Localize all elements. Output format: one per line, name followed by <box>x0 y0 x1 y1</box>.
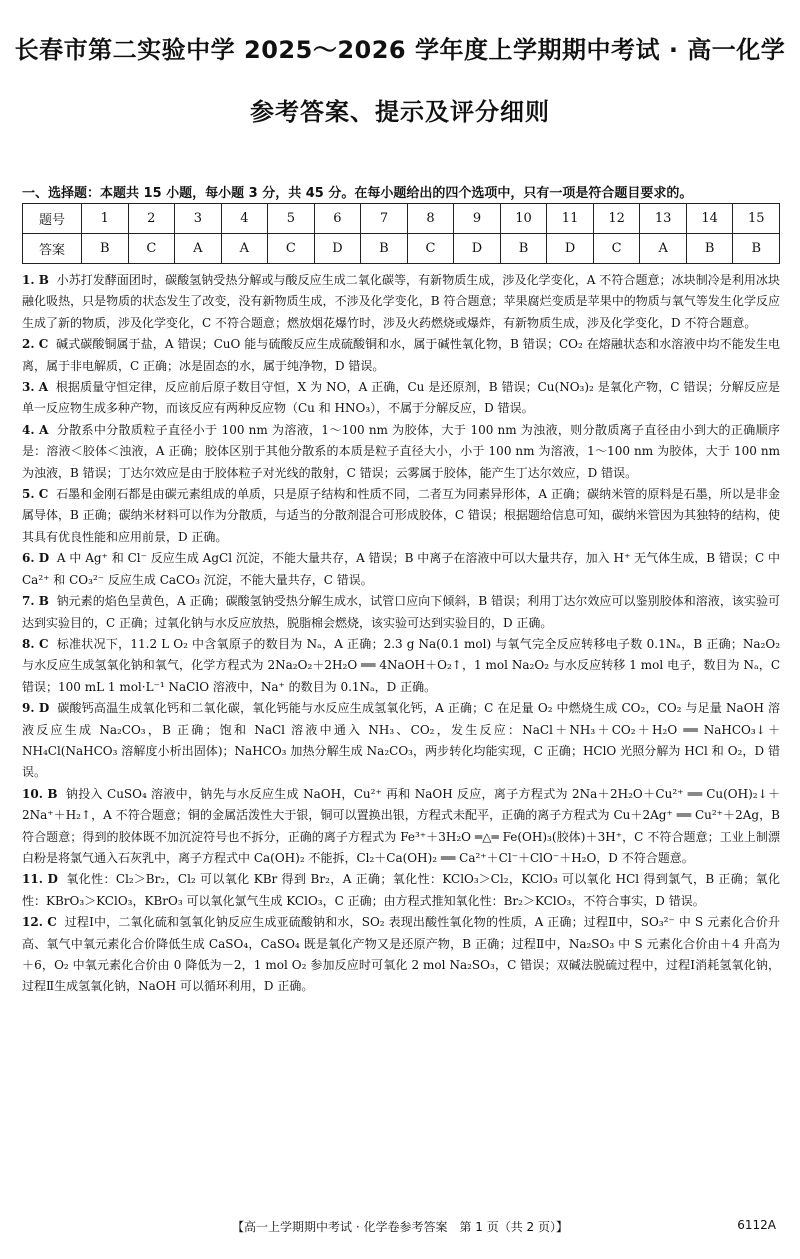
question-number-cell: 11 <box>547 204 594 234</box>
explanation-item <box>22 484 780 548</box>
explanation-item <box>22 698 780 784</box>
answer-cell: D <box>454 234 501 264</box>
item-answer-number: 1. B <box>22 273 49 287</box>
answer-row <box>23 234 780 264</box>
document-subtitle: 参考答案、提示及评分细则 <box>250 98 550 126</box>
item-explanation-text: 碳酸钙高温生成氧化钙和二氧化碳，氧化钙能与水反应生成氢氧化钙，A 正确；C 在足量 O₂ 中燃烧生成 CO₂，CO₂ 与足量 NaOH 溶液反应生成 Na₂CO₃，B 正确；饱和 NaCl 溶液中通入 NH₃、CO₂，发生反应：NaCl＋NH₃＋CO₂＋H₂O ══ NaHCO₃↓＋NH₄Cl(NaHCO₃ 溶解度小析出固体)；NaHCO₃ 加热分解生成 Na₂CO₃，两步转化均能实现，C 正确；HClO 光照分解为 HCl 和 O₂，D 错误。 <box>22 701 780 780</box>
question-number-cell: 7 <box>361 204 408 234</box>
question-number-cell: 12 <box>593 204 640 234</box>
item-explanation-text: A 中 Ag⁺ 和 Cl⁻ 反应生成 AgCl 沉淀，不能大量共存，A 错误；B 中离子在溶液中可以大量共存，加入 H⁺ 无气体生成，B 错误；C 中 Ca²⁺ 和 CO₃²⁻ 反应生成 CaCO₃ 沉淀，不能大量共存，C 错误。 <box>22 551 780 587</box>
question-number-cell: 5 <box>268 204 315 234</box>
item-explanation-text: 小苏打发酵面团时，碳酸氢钠受热分解或与酸反应生成二氧化碳等，有新物质生成，涉及化学变化，A 不符合题意；冰块制冷是利用冰块融化吸热，只是物质的状态发生了改变，没有新物质生成，不涉及化学变化，B 符合题意；苹果腐烂变质是苹果中的物质与氧气等发生化学反应生成了新的物质，涉及化学变化，C 不符合题意；燃放烟花爆竹时，涉及火药燃烧或爆炸，有新物质生成，涉及化学变化，D 不符合题意。 <box>22 273 780 330</box>
footer-code: 6112A <box>737 1218 776 1232</box>
answer-cell: C <box>128 234 175 264</box>
explanation-item <box>22 912 780 998</box>
footer-text: 【高一上学期期中考试 · 化学卷参考答案 第 1 页（共 2 页）】 <box>232 1220 568 1234</box>
answer-cell: B <box>82 234 129 264</box>
answer-cell: C <box>268 234 315 264</box>
explanation-item <box>22 784 780 870</box>
item-explanation-text: 钠元素的焰色呈黄色，A 正确；碳酸氢钠受热分解生成水，试管口应向下倾斜，B 错误；利用丁达尔效应可以鉴别胶体和溶液，该实验可达到实验目的，C 正确；过氧化钠与水反应放热，脱脂棉会燃烧，该实验可达到实验目的，D 正确。 <box>22 594 780 630</box>
item-answer-number: 4. A <box>22 422 49 437</box>
item-answer-number: 6. D <box>22 551 50 566</box>
item-answer-number: 12. C <box>22 915 57 930</box>
explanation-item <box>22 377 780 420</box>
question-number-cell: 8 <box>407 204 454 234</box>
item-answer-number: 11. D <box>22 872 58 887</box>
item-explanation-text: 钠投入 CuSO₄ 溶液中，钠先与水反应生成 NaOH，Cu²⁺ 再和 NaOH 反应，离子方程式为 2Na＋2H₂O＋Cu²⁺ ══ Cu(OH)₂↓＋2Na⁺＋H₂↑，A 不符合题意；铜的金属活泼性大于银，铜可以置换出银，方程式未配平，正确的离子方程式为 Cu＋2Ag⁺ ══ Cu²⁺＋2Ag，B 符合题意；得到的胶体既不加沉淀符号也不拆分，正确的离子方程式为 Fe³⁺＋3H₂O ═△═ Fe(OH)₃(胶体)＋3H⁺，C 不符合题意；工业上制漂白粉是将氯气通入石灰乳中，离子方程式中 Ca(OH)₂ 不能拆，Cl₂＋Ca(OH)₂ ══ Ca²⁺＋Cl⁻＋ClO⁻＋H₂O，D 不符合题意。 <box>22 786 780 865</box>
item-explanation-text: 碱式碳酸铜属于盐，A 错误；CuO 能与硫酸反应生成硫酸铜和水，属于碱性氧化物，B 错误；CO₂ 在熔融状态和水溶液中均不能发生电离，属于非电解质，C 正确；冰是固态的水，属于纯净物，D 错误。 <box>22 337 780 373</box>
item-answer-number: 3. A <box>22 380 49 395</box>
item-explanation-text: 根据质量守恒定律，反应前后原子数目守恒，X 为 NO，A 正确，Cu 是还原剂，B 错误；Cu(NO₃)₂ 是氧化产物，C 错误；分解反应是单一反应物生成多种产物，而该反应有两种反应物（Cu 和 HNO₃），不属于分解反应，D 错误。 <box>22 380 780 416</box>
question-number-cell: 13 <box>640 204 687 234</box>
answer-cell: B <box>733 234 780 264</box>
question-number-cell: 14 <box>686 204 733 234</box>
item-explanation-text: 氧化性：Cl₂＞Br₂，Cl₂ 可以氧化 KBr 得到 Br₂，A 正确；氧化性：KClO₃＞Cl₂，KClO₃ 可以氧化 HCl 得到氯气，B 正确；氧化性：KBrO₃＞KClO₃，KBrO₃ 可以氧化氯气生成 KClO₃，C 正确；由方程式推知氧化性：Br₂＞KClO₃，不符合事实，D 错误。 <box>22 872 780 908</box>
answer-cell: A <box>175 234 222 264</box>
section-heading: 一、选择题：本题共 15 小题，每小题 3 分，共 45 分。在每小题给出的四个选项中，只有一项是符合题目要求的。 <box>22 186 693 201</box>
explanation-item <box>22 869 780 912</box>
answer-cell: B <box>361 234 408 264</box>
question-number-cell: 2 <box>128 204 175 234</box>
explanation-item <box>22 334 780 377</box>
answer-cell: A <box>221 234 268 264</box>
row-header-number: 题号 <box>23 204 82 234</box>
question-number-cell: 3 <box>175 204 222 234</box>
explanations-list <box>22 270 780 998</box>
item-answer-number: 7. B <box>22 594 49 609</box>
answer-cell: C <box>407 234 454 264</box>
question-number-cell: 4 <box>221 204 268 234</box>
question-number-row <box>23 204 780 234</box>
item-explanation-text: 过程Ⅰ中，二氧化硫和氢氧化钠反应生成亚硫酸钠和水，SO₂ 表现出酸性氧化物的性质，A 正确；过程Ⅱ中，SO₃²⁻ 中 S 元素化合价升高、氧气中氧元素化合价降低生成 CaSO₄，CaSO₄ 既是氧化产物又是还原产物，B 正确；过程Ⅱ中，Na₂SO₃ 中 S 元素化合价由＋4 升高为＋6，O₂ 中氧元素化合价由 0 降低为－2，1 mol O₂ 参加反应时可氧化 2 mol Na₂SO₃，C 错误；双碱法脱硫过程中，过程Ⅰ消耗氢氧化钠，过程Ⅱ生成氢氧化钠，NaOH 可以循环利用，D 正确。 <box>22 915 780 994</box>
answer-cell: B <box>500 234 547 264</box>
answer-cell: C <box>593 234 640 264</box>
explanation-item <box>22 420 780 484</box>
question-number-cell: 9 <box>454 204 501 234</box>
item-answer-number: 10. B <box>22 786 58 801</box>
item-explanation-text: 标准状况下，11.2 L O₂ 中含氧原子的数目为 Nₐ，A 正确；2.3 g Na(0.1 mol) 与氧气完全反应转移电子数 0.1Nₐ，B 正确；Na₂O₂ 与水反应生成氢氧化钠和氧气，化学方程式为 2Na₂O₂＋2H₂O ══ 4NaOH＋O₂↑，1 mol Na₂O₂ 与水反应转移 1 mol 电子，数目为 Nₐ，C 错误；100 mL 1 mol·L⁻¹ NaClO 溶液中，Na⁺ 的数目为 0.1Nₐ，D 正确。 <box>22 636 780 694</box>
page-footer <box>0 1218 800 1235</box>
item-answer-number: 5. C <box>22 487 49 502</box>
explanation-item <box>22 634 780 698</box>
question-number-cell: 6 <box>314 204 361 234</box>
explanation-item <box>22 591 780 634</box>
item-answer-number: 9. D <box>22 701 50 716</box>
answer-cell: D <box>314 234 361 264</box>
explanation-item <box>22 270 780 334</box>
answer-cell: D <box>547 234 594 264</box>
explanation-item <box>22 548 780 591</box>
item-answer-number: 2. C <box>22 337 49 352</box>
answer-table <box>22 203 780 264</box>
row-header-answer: 答案 <box>23 234 82 264</box>
question-number-cell: 10 <box>500 204 547 234</box>
item-explanation-text: 石墨和金刚石都是由碳元素组成的单质，只是原子结构和性质不同，二者互为同素异形体，A 正确；碳纳米管的原料是石墨，所以是非金属导体，B 正确；碳纳米材料可以作为分散质，与适当的分散剂混合可形成胶体，C 错误；根据题给信息可知，碳纳米管因为其独特的结构，使其具有优良性能和应用前景，D 正确。 <box>22 487 780 544</box>
document-title: 长春市第二实验中学 2025～2026 学年度上学期期中考试 · 高一化学 <box>14 36 786 64</box>
item-explanation-text: 分散系中分散质粒子直径小于 100 nm 为溶液，1～100 nm 为胶体，大于 100 nm 为浊液，则分散质离子直径由小到大的正确顺序是：溶液＜胶体＜浊液，A 正确；胶体区别于其他分散系的本质是粒子直径大小，小于 100 nm 为溶液，1～100 nm 为胶体，大于 100 nm 为浊液，B 错误；丁达尔效应是由于胶体粒子对光线的散射，C 错误；云雾属于胶体，能产生丁达尔效应，D 错误。 <box>22 422 781 480</box>
answer-cell: B <box>686 234 733 264</box>
item-answer-number: 8. C <box>22 636 49 651</box>
question-number-cell: 15 <box>733 204 780 234</box>
question-number-cell: 1 <box>82 204 129 234</box>
answer-cell: A <box>640 234 687 264</box>
